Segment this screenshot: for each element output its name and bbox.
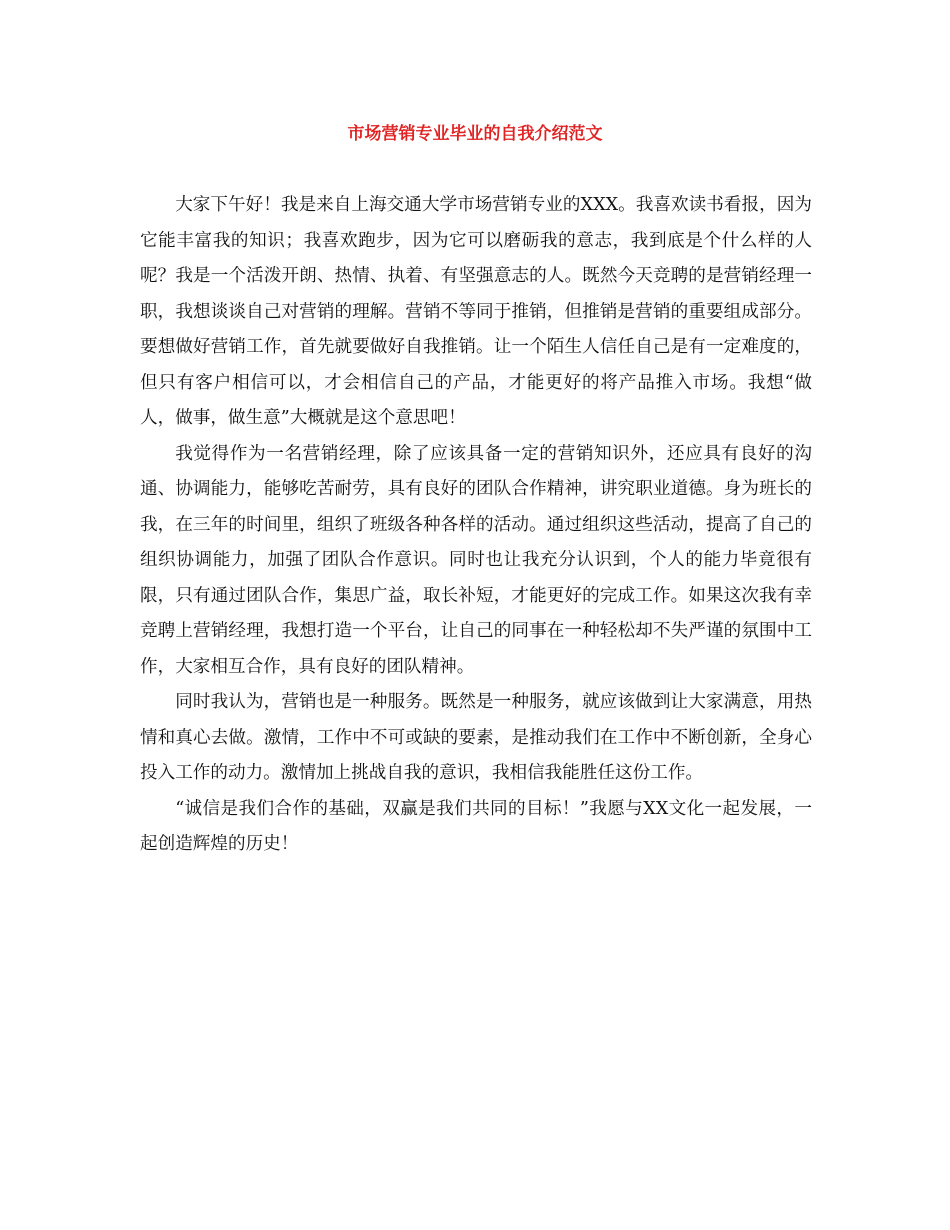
paragraph-closing: “诚信是我们合作的基础，双赢是我们共同的目标！”我愿与XX文化一起发展，一起创造辉煌的历史！: [140, 798, 812, 854]
document-title: 市场营销专业毕业的自我介绍范文: [347, 124, 603, 144]
paragraph-qualities: 我觉得作为一名营销经理，除了应该具备一定的营销知识外，还应具有良好的沟通、协调能力，能够吃苦耐劳，具有良好的团队合作精神，讲究职业道德。身为班长的我，在三年的时间里，组织了班级各种各样的活动。通过组织这些活动，提高了自己的组织协调能力，加强了团队合作意识。同时也让我充分认识到，个人的能力毕竟很有限，只有通过团队合作，集思广益，取长补短，才能更好的完成工作。如果这次我有幸竞聘上营销经理，我想打造一个平台，让自己的同事在一种轻松却不失严谨的氛围中工作，大家相互合作，具有良好的团队精神。: [140, 443, 812, 677]
document-body: [140, 188, 812, 863]
paragraph-service: 同时我认为，营销也是一种服务。既然是一种服务，就应该做到让大家满意，用热情和真心去做。激情，工作中不可或缺的要素，是推动我们在工作中不断创新，全身心投入工作的动力。激情加上挑战自我的意识，我相信我能胜任这份工作。: [140, 692, 812, 783]
paragraph-intro: 大家下午好！我是来自上海交通大学市场营销专业的XXX。我喜欢读书看报，因为它能丰富我的知识；我喜欢跑步，因为它可以磨砺我的意志，我到底是个什么样的人呢？我是一个活泼开朗、热情、执着、有坚强意志的人。既然今天竞聘的是营销经理一职，我想谈谈自己对营销的理解。营销不等同于推销，但推销是营销的重要组成部分。要想做好营销工作，首先就要做好自我推销。让一个陌生人信任自己是有一定难度的，但只有客户相信可以，才会相信自己的产品，才能更好的将产品推入市场。我想“做人，做事，做生意”大概就是这个意思吧！: [140, 195, 812, 428]
